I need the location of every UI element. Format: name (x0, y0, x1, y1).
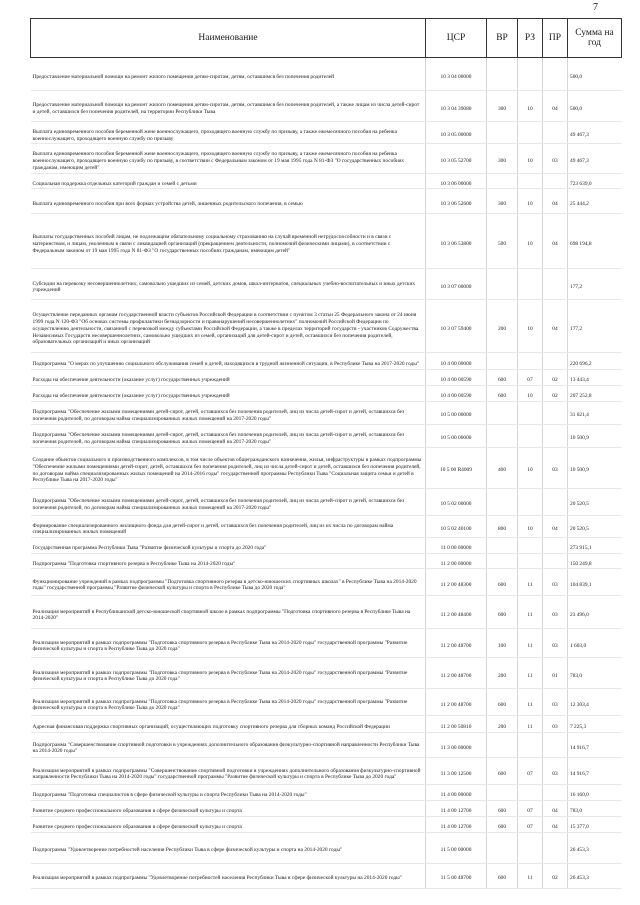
cell-csr: 10 3 07 59400 (426, 306, 487, 353)
cell-rz: 11 (518, 635, 543, 658)
cell-rz: 10 (518, 522, 543, 538)
cell-csr: 11 4 00 00000 (426, 791, 487, 800)
cell-pr: 04 (543, 195, 568, 214)
cell-rz: 11 (518, 575, 543, 596)
table-row (31, 695, 622, 716)
cell-pr (543, 128, 568, 144)
cell-pr (543, 64, 568, 91)
table-row (31, 544, 622, 553)
cell-rz (518, 275, 543, 300)
cell-pr: 04 (543, 807, 568, 816)
cell-rz: 07 (518, 376, 543, 385)
cell-name: Подпрограмма "Удовлетворение потребностей населения Республики Тыва в сфере физической культуры и спорта на 2014-2020 годы" (31, 839, 426, 864)
cell-vr (487, 128, 518, 144)
table-row (31, 275, 622, 300)
cell-rz: 10 (518, 195, 543, 214)
cell-name: Реализация мероприятий в рамках подпрограммы "Удовлетворение потребностей населения Республики Тыва в сфере физической культуры на 2014-2020 годы" (31, 870, 426, 889)
cell-vr: 300 (487, 195, 518, 214)
cell-name: Подпрограмма "Подготовка специалистов в сфере физической культуры и спорта Республики Тыва на 2014-2020 годы" (31, 791, 426, 800)
cell-csr: 10 4 00 00000 (426, 359, 487, 370)
cell-sum: 31 021,4 (568, 408, 622, 425)
cell-vr: 200 (487, 306, 518, 353)
table-row (31, 722, 622, 733)
cell-pr: 02 (543, 376, 568, 385)
cell-vr (487, 495, 518, 516)
cell-rz: 10 (518, 392, 543, 401)
cell-vr (487, 275, 518, 300)
cell-sum: 26 453,3 (568, 839, 622, 864)
cell-rz: 10 (518, 220, 543, 269)
cell-vr: 300 (487, 97, 518, 122)
cell-pr (543, 275, 568, 300)
cell-vr (487, 544, 518, 553)
cell-rz: 11 (518, 602, 543, 629)
cell-csr: 11 2 00 48700 (426, 635, 487, 658)
cell-rz: 11 (518, 664, 543, 689)
table-row (31, 664, 622, 689)
cell-pr: 02 (543, 392, 568, 401)
cell-vr (487, 791, 518, 800)
header-pr: ПР (543, 19, 568, 58)
cell-rz (518, 544, 543, 553)
table-row (31, 839, 622, 864)
cell-vr: 600 (487, 602, 518, 629)
cell-rz (518, 359, 543, 370)
cell-rz: 07 (518, 807, 543, 816)
cell-name: Реализация мероприятий в рамках подпрограммы "Подготовка спортивного резерва в Республике Тыва на 2014-2020 годы" государственной программы "Развитие физической культуры и спорта в Республике Тыва до 2020 года" (31, 635, 426, 658)
table-row (31, 635, 622, 658)
table-row (31, 495, 622, 516)
cell-name: Расходы на обеспечение деятельности (оказание услуг) государственных учреждений (31, 392, 426, 401)
cell-name: Государственная программа Республики Тыва "Развитие физической культуры и спорта до 2020 года" (31, 544, 426, 553)
cell-vr: 600 (487, 807, 518, 816)
budget-table-sheet (30, 18, 621, 889)
cell-name: Подпрограмма "Обеспечение жилыми помещениями детей-сирот, детей, оставшихся без попечения родителей, лиц из числа детей-сирот и детей, оставшихся без попечения родителей, по договорам найма специализированных жилых помещений на 2017-2020 годы" (31, 408, 426, 425)
cell-name: Социальная поддержка отдельных категорий граждан и семей с детьми (31, 180, 426, 189)
cell-name: Адресная финансовая поддержка спортивных организаций, осуществляющих подготовку спортивного резерва для сборных команд Российской Федерации (31, 722, 426, 733)
cell-rz: 07 (518, 823, 543, 832)
cell-vr (487, 839, 518, 864)
cell-vr: 600 (487, 823, 518, 832)
cell-name: Подпрограмма "Обеспечение жилыми помещениями детей-сирот, детей, оставшихся без попечения родителей, лиц из числа детей-сирот и детей, оставшихся без попечения родителей, по договорам найма специализированных жилых помещений на 2017-2020 годы" (31, 431, 426, 448)
cell-csr: 10 3 04 00000 (426, 64, 487, 91)
cell-vr: 400 (487, 454, 518, 489)
cell-rz: 10 (518, 150, 543, 173)
cell-rz (518, 431, 543, 448)
cell-name: Подпрограмма "О мерах по улучшению социального обслуживания семей и детей, находящихся в трудной жизненной ситуации, в Республике Тыва на 2017-2020 годы" (31, 359, 426, 370)
header-vr: ВР (487, 19, 518, 58)
cell-name: Предоставление материальной помощи на ремонт жилого помещения детям-сиротам, детям, оставшимся без попечения родителей (31, 64, 426, 91)
cell-csr: 10 5 00 00000 (426, 408, 487, 425)
cell-sum: 177,2 (568, 306, 622, 353)
budget-table (30, 18, 622, 889)
cell-csr: 11 4 00 12700 (426, 807, 487, 816)
cell-name: Формирование специализированного жилищного фонда для детей-сирот и детей, оставшихся без попечения родителей, лиц из их числа по договорам найма специализированных жилых помещений (31, 522, 426, 538)
cell-name: Создание объектов социального и производственного комплексов, в том числе объектов общегражданского назначения, жилья, инфраструктуры в рамках подпрограммы "Обеспечение жилыми помещениями детей-сирот, детей, оставшихся без попечения родителей, лиц из числа детей-сирот и детей, оставшихся без попечения родителей, по договорам найма специализированных жилых помещений на 2014-2016 годы" государственной программы Республики Тыва "Социальная защита семьи и детей в Республике Тыва на 2017-2020 годы" (31, 454, 426, 489)
cell-sum: 15 377,0 (568, 823, 622, 832)
cell-vr (487, 180, 518, 189)
cell-sum: 14 916,7 (568, 764, 622, 785)
cell-pr: 04 (543, 306, 568, 353)
cell-sum: 7 225,3 (568, 722, 622, 733)
cell-csr: 11 3 00 00000 (426, 739, 487, 758)
cell-csr: 11 0 00 00000 (426, 544, 487, 553)
cell-pr (543, 359, 568, 370)
cell-csr: 11 2 00 48700 (426, 664, 487, 689)
cell-vr (487, 359, 518, 370)
table-row (31, 128, 622, 144)
cell-name: Развитие среднего профессионального образования в сфере физической культуры и спорта (31, 823, 426, 832)
table-row (31, 150, 622, 173)
cell-sum: 783,0 (568, 807, 622, 816)
cell-vr: 600 (487, 575, 518, 596)
cell-sum: 14 916,7 (568, 739, 622, 758)
table-row (31, 195, 622, 214)
cell-csr: 10 3 04 39080 (426, 97, 487, 122)
table-header (31, 19, 622, 58)
cell-name: Функционирование учреждений в рамках подпрограммы "Подготовка спортивного резерва в детско-юношеских спортивных школах" в Республике Тыва на 2014-2020 годы" государственной программы "Развитие физической культуры и спорта в Республике Тыва до 2020 года" (31, 575, 426, 596)
cell-sum: 25 444,2 (568, 195, 622, 214)
cell-name: Выплата единовременного пособия беременной жене военнослужащего, проходящего военную службу по призыву, а также ежемесячного пособия на ребенка военнослужащего, проходящего военную службу по призыву (31, 128, 426, 144)
cell-csr: 11 5 00 48700 (426, 870, 487, 889)
cell-vr: 500 (487, 220, 518, 269)
cell-name: Реализация мероприятий в рамках подпрограммы "Совершенствование спортивной подготовки в учреждениях дополнительного образования физкультурно-спортивной направленности Республики Тыва на 2014-2020 годы" государственной программы "Развитие физической культуры и спорта в Республике Тыва до 2020 года" (31, 764, 426, 785)
table-row (31, 431, 622, 448)
cell-sum: 26 453,3 (568, 870, 622, 889)
cell-pr (543, 739, 568, 758)
cell-vr (487, 64, 518, 91)
table-row (31, 739, 622, 758)
cell-pr (543, 495, 568, 516)
cell-rz: 11 (518, 695, 543, 716)
cell-name: Подпрограмма "Подготовка спортивного резерва в Республике Тыва на 2014-2020 годы" (31, 560, 426, 569)
cell-pr: 04 (543, 823, 568, 832)
cell-pr: 03 (543, 150, 568, 173)
cell-pr (543, 408, 568, 425)
table-row (31, 823, 622, 832)
cell-csr: 10 5 00 00000 (426, 431, 487, 448)
cell-vr: 200 (487, 722, 518, 733)
table-row (31, 522, 622, 538)
cell-rz (518, 839, 543, 864)
cell-vr: 600 (487, 764, 518, 785)
cell-pr (543, 560, 568, 569)
cell-vr: 600 (487, 870, 518, 889)
cell-pr (543, 544, 568, 553)
cell-vr (487, 431, 518, 448)
cell-sum: 273 915,1 (568, 544, 622, 553)
cell-name: Реализация мероприятий в рамках подпрограммы "Подготовка спортивного резерва в Республике Тыва на 2014-2020 годы" государственной программы "Развитие физической культуры и спорта в Республике Тыва до 2020 года" (31, 695, 426, 716)
cell-csr: 10 3 06 00000 (426, 180, 487, 189)
cell-name: Реализация мероприятий в рамках подпрограммы "Подготовка спортивного резерва в Республике Тыва на 2014-2020 годы" государственной программы "Развитие физической культуры и спорта в Республике Тыва до 2020 года" (31, 664, 426, 689)
cell-csr: 10 4 00 00590 (426, 392, 487, 401)
cell-name: Выплата единовременного пособия при всех формах устройства детей, лишенных родительского попечения, в семью (31, 195, 426, 214)
cell-vr (487, 560, 518, 569)
cell-pr: 04 (543, 522, 568, 538)
cell-sum: 500,0 (568, 64, 622, 91)
cell-pr (543, 180, 568, 189)
cell-name: Подпрограмма "Обеспечение жилыми помещениями детей-сирот, детей, оставшихся без попечения родителей, лиц из числа детей-сирот и детей, оставшихся без попечения родителей, по договорам найма специализированных жилых помещений на 2017-2020 годы" (31, 495, 426, 516)
cell-name: Выплаты государственных пособий лицам, не подлежащим обязательному социальному страхованию на случай временной нетрудоспособности и в связи с материнством, и лицам, уволенным в связи с ликвидацией организаций (прекращением деятельности, полномочий физическими лицами), в соответствии с Федеральным законом от 19 мая 1995 года N 81-ФЗ "О государственных пособиях гражданам, имеющим детей" (31, 220, 426, 269)
cell-vr (487, 739, 518, 758)
cell-pr: 03 (543, 635, 568, 658)
table-row (31, 64, 622, 91)
cell-rz (518, 128, 543, 144)
cell-csr: 11 2 00 48300 (426, 575, 487, 596)
cell-sum: 1 603,0 (568, 635, 622, 658)
header-rz: РЗ (518, 19, 543, 58)
cell-csr: 10 4 00 00590 (426, 376, 487, 385)
header-row (31, 19, 622, 58)
cell-rz (518, 739, 543, 758)
page-number: 7 (593, 2, 598, 13)
cell-name: Выплата единовременного пособия беременной жене военнослужащего, проходящего военную службу по призыву, а также ежемесячного пособия на ребенка военнослужащего, проходящего военную службу по призыву, в соответствии с Федеральным законом от 19 мая 1995 года N 81-ФЗ "О государственных пособиях гражданам, имеющим детей" (31, 150, 426, 173)
cell-sum: 150 249,8 (568, 560, 622, 569)
cell-csr: 11 5 00 00000 (426, 839, 487, 864)
cell-csr: 10 3 06 53800 (426, 220, 487, 269)
cell-rz (518, 64, 543, 91)
cell-sum: 49 467,3 (568, 128, 622, 144)
table-row (31, 97, 622, 122)
cell-rz: 11 (518, 870, 543, 889)
cell-rz (518, 408, 543, 425)
cell-sum: 20 520,5 (568, 495, 622, 516)
cell-vr (487, 408, 518, 425)
cell-pr: 03 (543, 722, 568, 733)
header-sum: Сумма на год (568, 19, 622, 58)
cell-pr (543, 839, 568, 864)
cell-rz: 10 (518, 97, 543, 122)
table-body (31, 58, 622, 889)
cell-sum: 207 252,8 (568, 392, 622, 401)
cell-vr: 300 (487, 150, 518, 173)
cell-rz: 11 (518, 722, 543, 733)
cell-vr: 100 (487, 635, 518, 658)
cell-pr: 03 (543, 695, 568, 716)
cell-pr: 01 (543, 664, 568, 689)
table-row (31, 575, 622, 596)
cell-rz (518, 791, 543, 800)
cell-sum: 10 500,9 (568, 454, 622, 489)
cell-sum: 23 496,0 (568, 602, 622, 629)
cell-vr: 800 (487, 522, 518, 538)
table-row (31, 602, 622, 629)
cell-sum: 16 160,0 (568, 791, 622, 800)
cell-rz: 10 (518, 454, 543, 489)
cell-sum: 49 467,3 (568, 150, 622, 173)
cell-sum: 220 696,2 (568, 359, 622, 370)
cell-pr: 02 (543, 870, 568, 889)
table-row (31, 359, 622, 370)
cell-rz (518, 560, 543, 569)
cell-name: Предоставление материальной помощи на ремонт жилого помещения детям-сиротам, детям, оставшимся без попечения родителей, а также лицам из числа детей-сирот и детей, оставшихся без попечения родителей, на территории Республики Тыва (31, 97, 426, 122)
table-row (31, 220, 622, 269)
cell-vr: 600 (487, 392, 518, 401)
cell-csr: 11 3 00 12500 (426, 764, 487, 785)
cell-name: Субсидии на перевозку несовершеннолетних, самовольно ушедших из семей, детских домов, школ-интернатов, специальных учебно-воспитательных и иных детских учреждений (31, 275, 426, 300)
table-row (31, 764, 622, 785)
header-name: Наименование (31, 19, 426, 58)
cell-pr: 04 (543, 220, 568, 269)
cell-pr: 03 (543, 602, 568, 629)
cell-sum: 723 639,0 (568, 180, 622, 189)
cell-sum: 500,0 (568, 97, 622, 122)
cell-csr: 10 3 07 00000 (426, 275, 487, 300)
table-row (31, 791, 622, 800)
cell-sum: 13 443,4 (568, 376, 622, 385)
table-row (31, 306, 622, 353)
table-row (31, 376, 622, 385)
cell-csr: 10 3 06 52600 (426, 195, 487, 214)
cell-csr: 11 4 00 12700 (426, 823, 487, 832)
cell-name: Расходы на обеспечение деятельности (оказание услуг) государственных учреждений (31, 376, 426, 385)
cell-csr: 11 2 00 50810 (426, 722, 487, 733)
cell-name: Реализация мероприятий в Республиканской детско-юношеской спортивной школе в рамках подпрограммы "Подготовка спортивного резерва в Республике Тыва на 2014-2020" (31, 602, 426, 629)
cell-pr: 04 (543, 97, 568, 122)
cell-rz (518, 495, 543, 516)
cell-sum: 783,0 (568, 664, 622, 689)
table-row (31, 408, 622, 425)
cell-rz (518, 180, 543, 189)
cell-vr: 600 (487, 695, 518, 716)
header-csr: ЦСР (426, 19, 487, 58)
table-row (31, 560, 622, 569)
cell-sum: 177,2 (568, 275, 622, 300)
cell-csr: 10 5 02 40100 (426, 522, 487, 538)
cell-vr: 600 (487, 376, 518, 385)
cell-sum: 10 500,9 (568, 431, 622, 448)
cell-csr: 10 3 05 00000 (426, 128, 487, 144)
cell-csr: 11 2 00 48400 (426, 602, 487, 629)
cell-pr: 03 (543, 454, 568, 489)
cell-sum: 698 194,8 (568, 220, 622, 269)
cell-pr: 03 (543, 764, 568, 785)
cell-pr (543, 791, 568, 800)
table-row (31, 180, 622, 189)
table-row (31, 454, 622, 489)
cell-name: Осуществление переданных органам государственной власти субъектов Российской Федерации в соответствии с пунктом 3 статьи 25 Федерального закона от 24 июня 1999 года N 120-ФЗ "Об основах системы профилактики безнадзорности и правонарушений несовершеннолетних" полномочий Российской Федерации по осуществлению деятельности, связанной с перевозкой между субъектами Российской Федерации, а также в пределах территорий государств - участников Содружества Независимых Государств несовершеннолетних, самовольно ушедших из семей, организаций для детей-сирот и детей, оставшихся без попечения родителей, образовательных организаций и иных организаций (31, 306, 426, 353)
cell-name: Развитие среднего профессионального образования в сфере физической культуры и спорта (31, 807, 426, 816)
cell-pr (543, 431, 568, 448)
table-row (31, 392, 622, 401)
cell-csr: 11 2 00 48700 (426, 695, 487, 716)
table-row (31, 870, 622, 889)
table-row (31, 807, 622, 816)
cell-csr: 11 2 00 00000 (426, 560, 487, 569)
cell-pr: 03 (543, 575, 568, 596)
cell-rz: 10 (518, 306, 543, 353)
cell-rz: 07 (518, 764, 543, 785)
cell-vr: 200 (487, 664, 518, 689)
cell-sum: 20 520,5 (568, 522, 622, 538)
cell-sum: 104 839,1 (568, 575, 622, 596)
cell-sum: 12 303,4 (568, 695, 622, 716)
cell-csr: 10 5 02 00000 (426, 495, 487, 516)
cell-name: Подпрограмма "Совершенствование спортивной подготовки в учреждениях дополнительного образования физкультурно-спортивной направленности Республики Тыва на 2014-2020 годы" (31, 739, 426, 758)
cell-csr: 10 5 00 R4009 (426, 454, 487, 489)
cell-csr: 10 3 05 52700 (426, 150, 487, 173)
